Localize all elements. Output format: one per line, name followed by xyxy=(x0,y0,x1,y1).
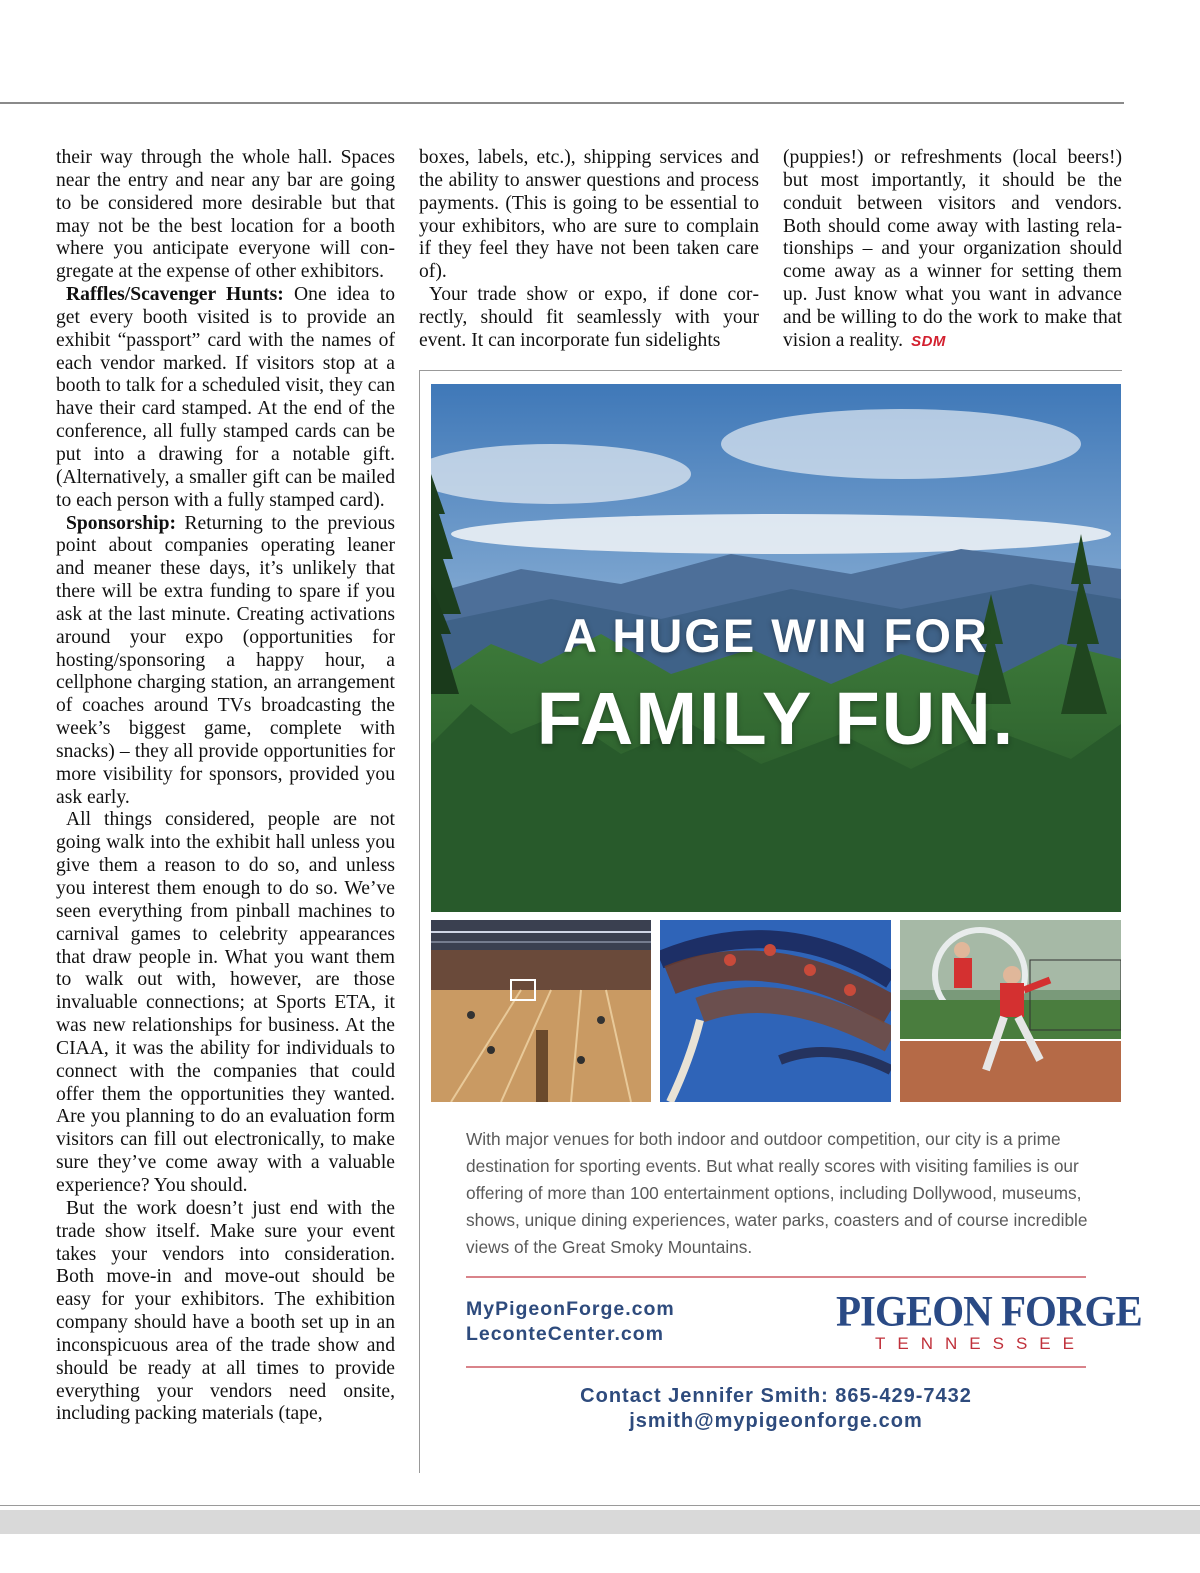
paragraph xyxy=(56,513,395,810)
top-divider xyxy=(0,102,1124,104)
paragraph-heading: Sponsorship: xyxy=(66,512,176,534)
ad-divider-bottom xyxy=(466,1366,1086,1368)
ad-hero-image xyxy=(431,384,1121,912)
paragraph xyxy=(783,147,1122,354)
footer-band xyxy=(0,1510,1200,1534)
article-column-1 xyxy=(56,147,395,1426)
paragraph xyxy=(56,284,395,512)
contact-email[interactable]: jsmith@mypigeonforge.com xyxy=(629,1410,923,1432)
contact-phone: Contact Jennifer Smith: 865-429-7432 xyxy=(580,1385,972,1407)
paragraph-heading: Raffles/Scavenger Hunts: xyxy=(66,284,284,306)
pigeon-forge-logo-state: TENNESSEE xyxy=(875,1334,1086,1353)
ad-border-top xyxy=(419,370,1122,371)
paragraph-text: Returning to the previous point about companies operating leaner and meaner these days, it’s unlikely that there will be extra funding to spare if you ask at the last minute. Creating activations around your expo (opportunities for hosting/sponsoring a happy hour, a cellphone charging station, an arrangement of coaches around TVs broadcasting the week’s biggest game, complete with snacks) – they all provide opportunities for more visibility for sponsors, provided you ask early. xyxy=(56,512,395,808)
ad-body-text: With major venues for both indoor and outdoor competition, our city is a prime destination for sporting events. But what really scores with visiting families is our offering of more than 100 entertainment options, including Dollywood, museums, shows, unique dining experiences, water parks, coasters and of course incredible views of the Great Smoky Mountains. xyxy=(466,1129,1088,1257)
link-mypigeonforge[interactable]: MyPigeonForge.com xyxy=(466,1298,675,1320)
pigeon-forge-logo: PIGEON FORGE xyxy=(836,1286,1142,1336)
paragraph: their way through the whole hall. Spaces near the entry and near any bar are going to be considered more desirable but that may not be the best location for a booth where you anticipate everyone will congregate at the expense of other exhibitors. xyxy=(56,147,395,283)
ad-headline-line-1: A HUGE WIN FOR xyxy=(563,609,989,662)
ad-headline-line-2: FAMILY FUN. xyxy=(536,677,1016,760)
paragraph: All things considered, people are not going walk into the exhibit hall unless you give them a reason to do so, and unless you interest them enough to do so. We’ve seen everything from pinball machines to carnival games to celebrity appearances that draw people in. What you want them to walk out with, however, are those invaluable connections; at Sports ETA, it was new relationships for business. At the CIAA, it was the ability for individuals to connect with the companies that could offer them the opportunities they wanted. Are you planning to do an evaluation form visitors can fill out electronically, to make sure they’ve come away with a valuable experience? You should. xyxy=(56,809,395,1196)
ad-links xyxy=(466,1297,675,1347)
ad-border-left xyxy=(419,370,420,1473)
article-column-3 xyxy=(783,147,1122,354)
end-mark-logo: SDM xyxy=(911,332,946,350)
article-column-2 xyxy=(419,147,759,353)
roller-coaster-photo xyxy=(660,920,891,1102)
bottom-divider xyxy=(0,1505,1200,1506)
paragraph: But the work doesn’t just end with the trade show itself. Make sure your event takes your vendors into consideration. Both move-in and move-out should be easy for your exhibitors. The exhibition company should have a booth set up in an inconspicuous area of the trade show and should be ready at all times to provide everything your vendors need onsite, including packing materials (tape, xyxy=(56,1197,395,1425)
link-lecontecenter[interactable]: LeconteCenter.com xyxy=(466,1323,664,1345)
baseball-pitcher-photo xyxy=(900,920,1121,1102)
paragraph-text: One idea to get every booth visited is to provide an exhibit “passport” card with the names of each vendor marked. If visitors stop at a booth to talk for a scheduled visit, they can have their card stamped. At the end of the conference, all fully stamped cards can be put into a drawing for a notable gift. (Alternatively, a smaller gift can be mailed to each person with a fully stamped card). xyxy=(56,284,396,511)
ad-contact xyxy=(466,1384,1086,1434)
paragraph-text: (puppies!) or refreshments (local beers!) but most importantly, it should be the conduit between visitors and vendors. Both should come away with lasting relationships – and your organization should come away as a winner for setting them up. Just know what you want in advance and be willing to do the work to make that vision a reality. xyxy=(783,147,1122,351)
paragraph: Your trade show or expo, if done correctly, should fit seamlessly with your event. It can incorporate fun sidelights xyxy=(419,284,759,351)
ad-divider-top xyxy=(466,1276,1086,1278)
indoor-courts-photo xyxy=(431,920,651,1102)
paragraph: boxes, labels, etc.), shipping services and the ability to answer questions and process payments. (This is going to be essential to your exhibitors, who are sure to complain if they feel they have not been taken care of). xyxy=(419,147,759,283)
